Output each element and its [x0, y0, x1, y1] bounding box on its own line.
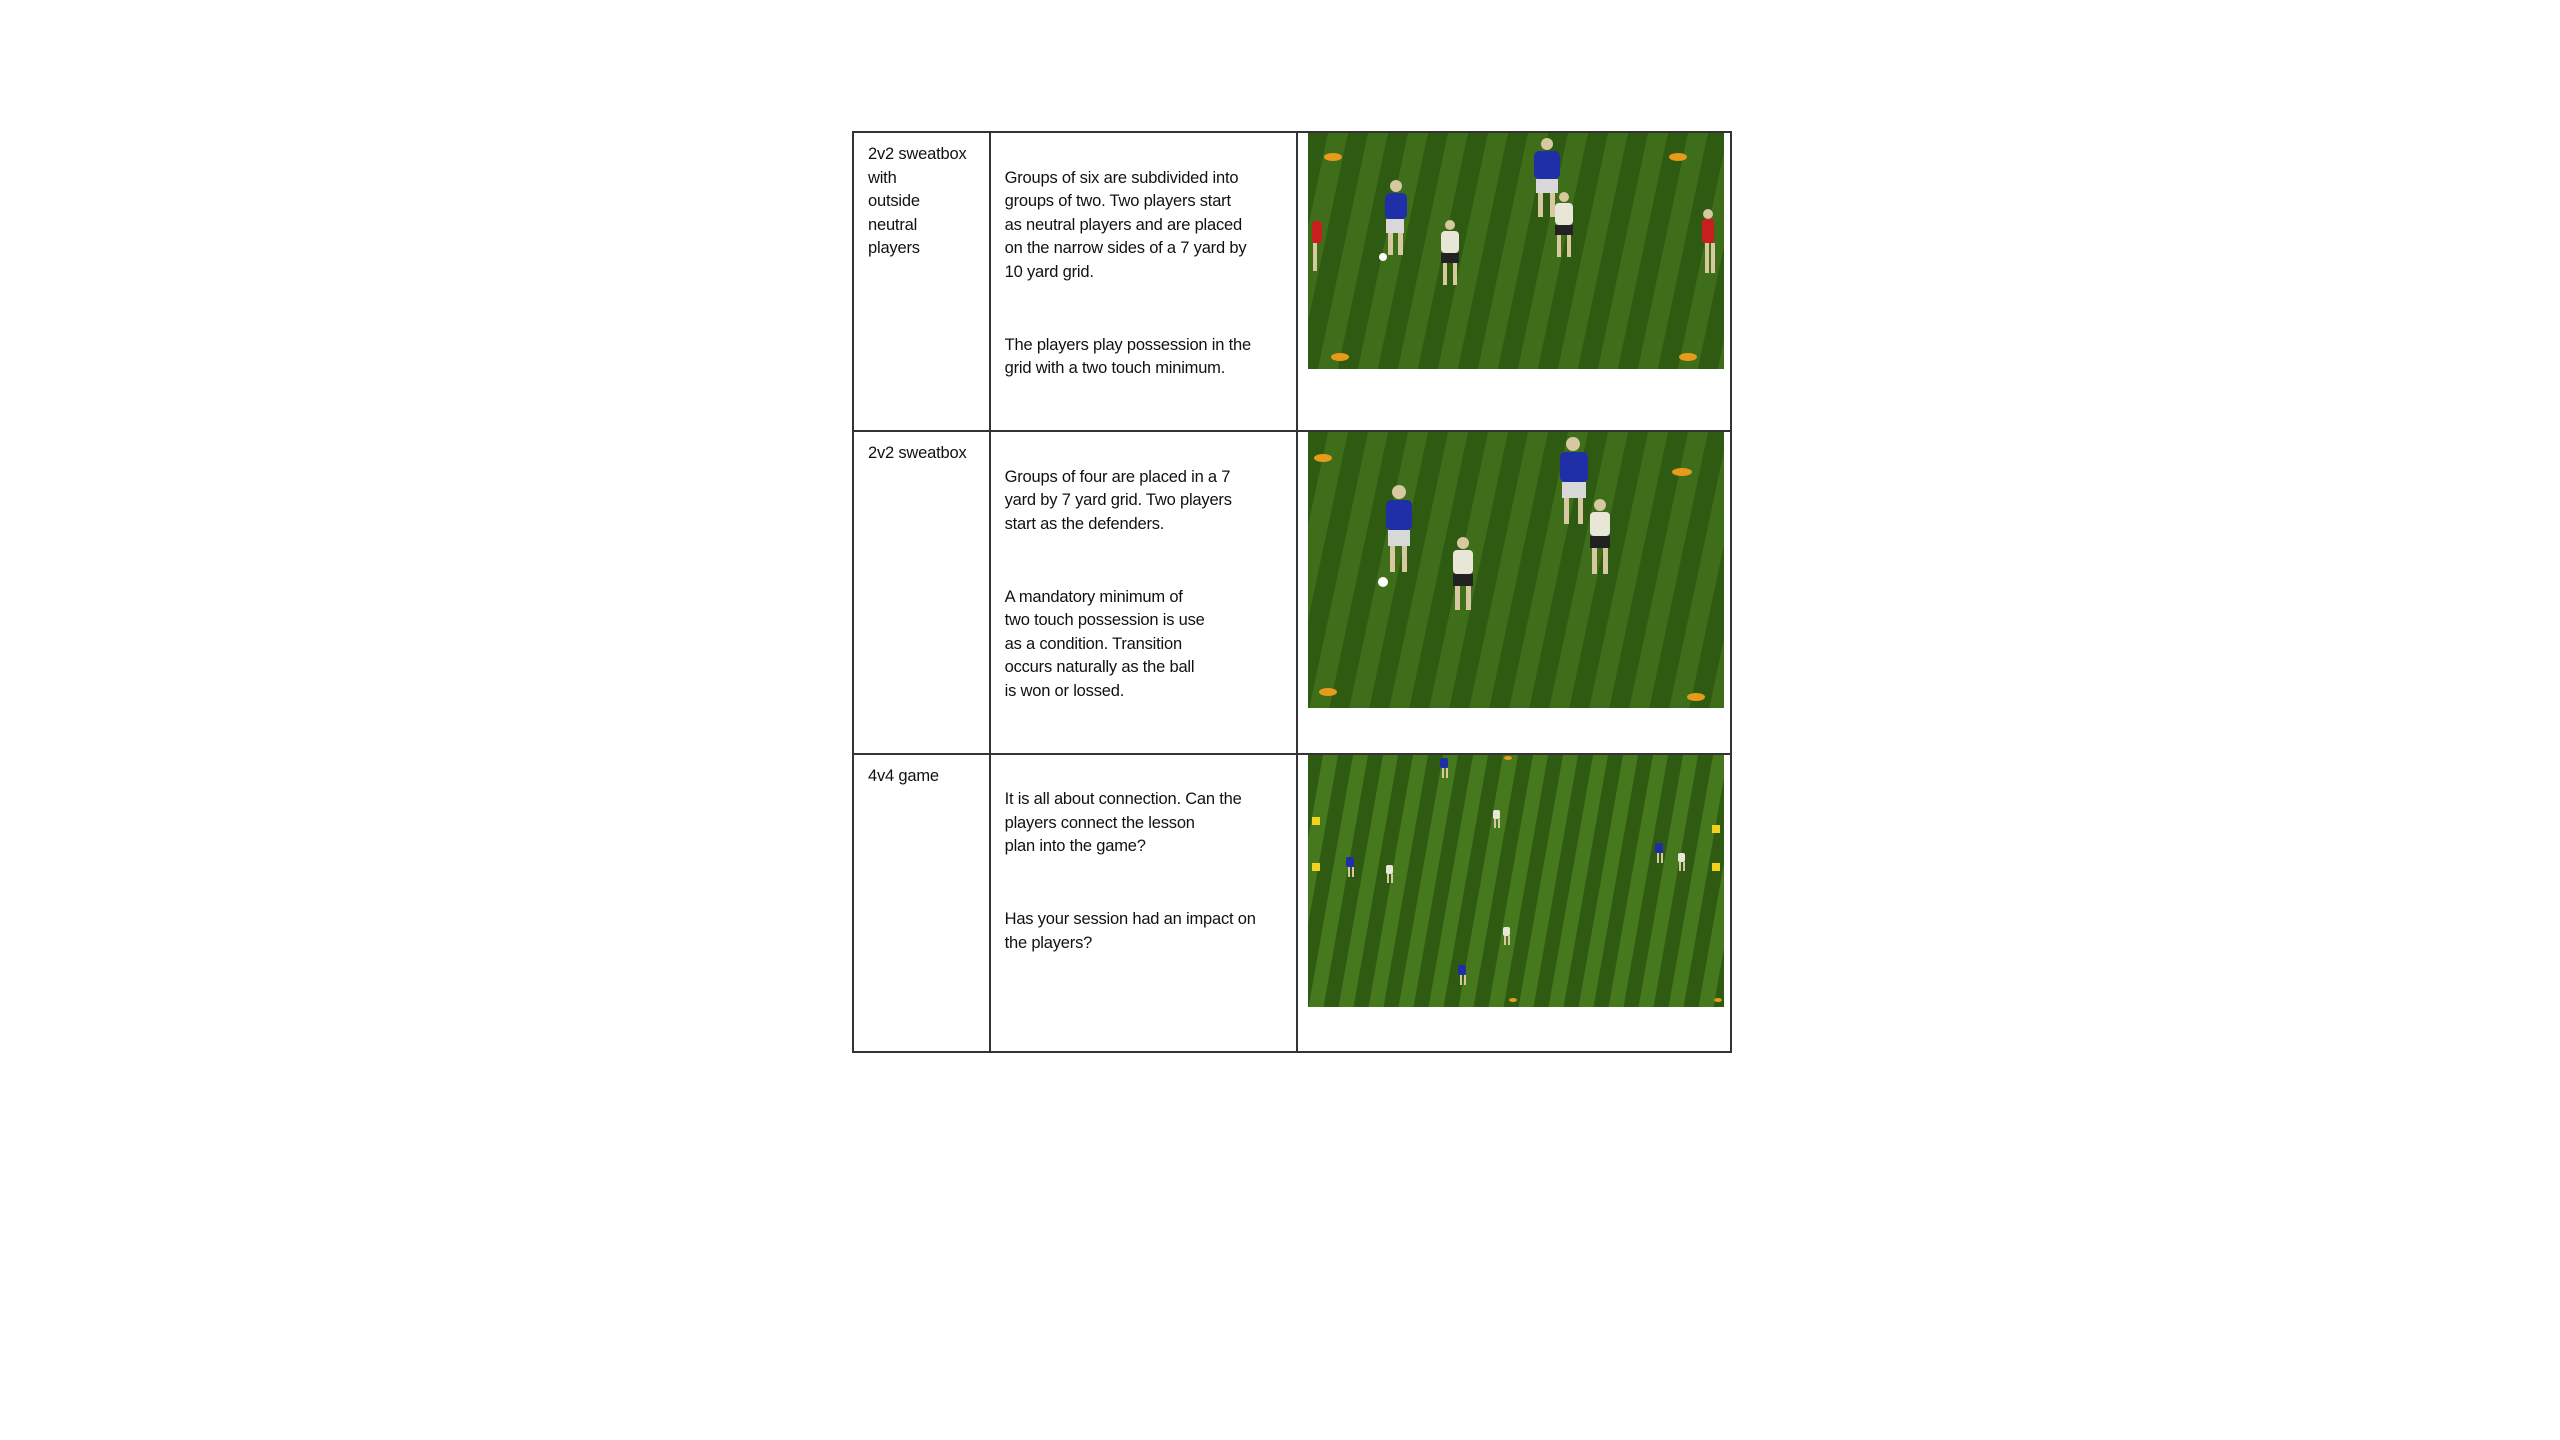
activity-name: 2v2 sweatbox with outside neutral players [868, 145, 967, 257]
session-plan-table [852, 131, 1732, 1053]
description-paragraph: Groups of six are subdivided into groups of two. Two players start as neutral players and are placed on the narrow sides of a 7 yard by 10 yard grid. [1004, 168, 1247, 281]
field-diagram-image [1308, 133, 1724, 369]
activity-diagram-cell [1297, 754, 1731, 1052]
description-paragraph: Groups of four are placed in a 7 yard by 7 yard grid. Two players start as the defenders. [1004, 467, 1232, 533]
activity-description-cell [990, 754, 1297, 1052]
field-diagram-image [1308, 755, 1724, 1007]
description-paragraph: It is all about connection. Can the players connect the lesson plan into the game? [1004, 790, 1242, 855]
activity-name-cell [853, 132, 990, 431]
activity-diagram-cell [1297, 132, 1731, 431]
activity-name-cell [853, 431, 990, 754]
description-paragraph: Has your session had an impact on the players? [1004, 910, 1256, 952]
activity-name-cell [853, 754, 990, 1052]
table-row [853, 754, 1731, 1052]
activity-description-cell [990, 132, 1297, 431]
activity-name: 2v2 sweatbox [868, 444, 967, 462]
description-paragraph: A mandatory minimum of two touch possession is use as a condition. Transition occurs naturally as the ball is won or lossed. [1004, 587, 1205, 700]
table-row [853, 132, 1731, 431]
table-row [853, 431, 1731, 754]
field-diagram-image [1308, 432, 1724, 708]
activity-diagram-cell [1297, 431, 1731, 754]
activity-name: 4v4 game [868, 766, 939, 785]
activity-description-cell [990, 431, 1297, 754]
description-paragraph: The players play possession in the grid with a two touch minimum. [1004, 335, 1251, 377]
